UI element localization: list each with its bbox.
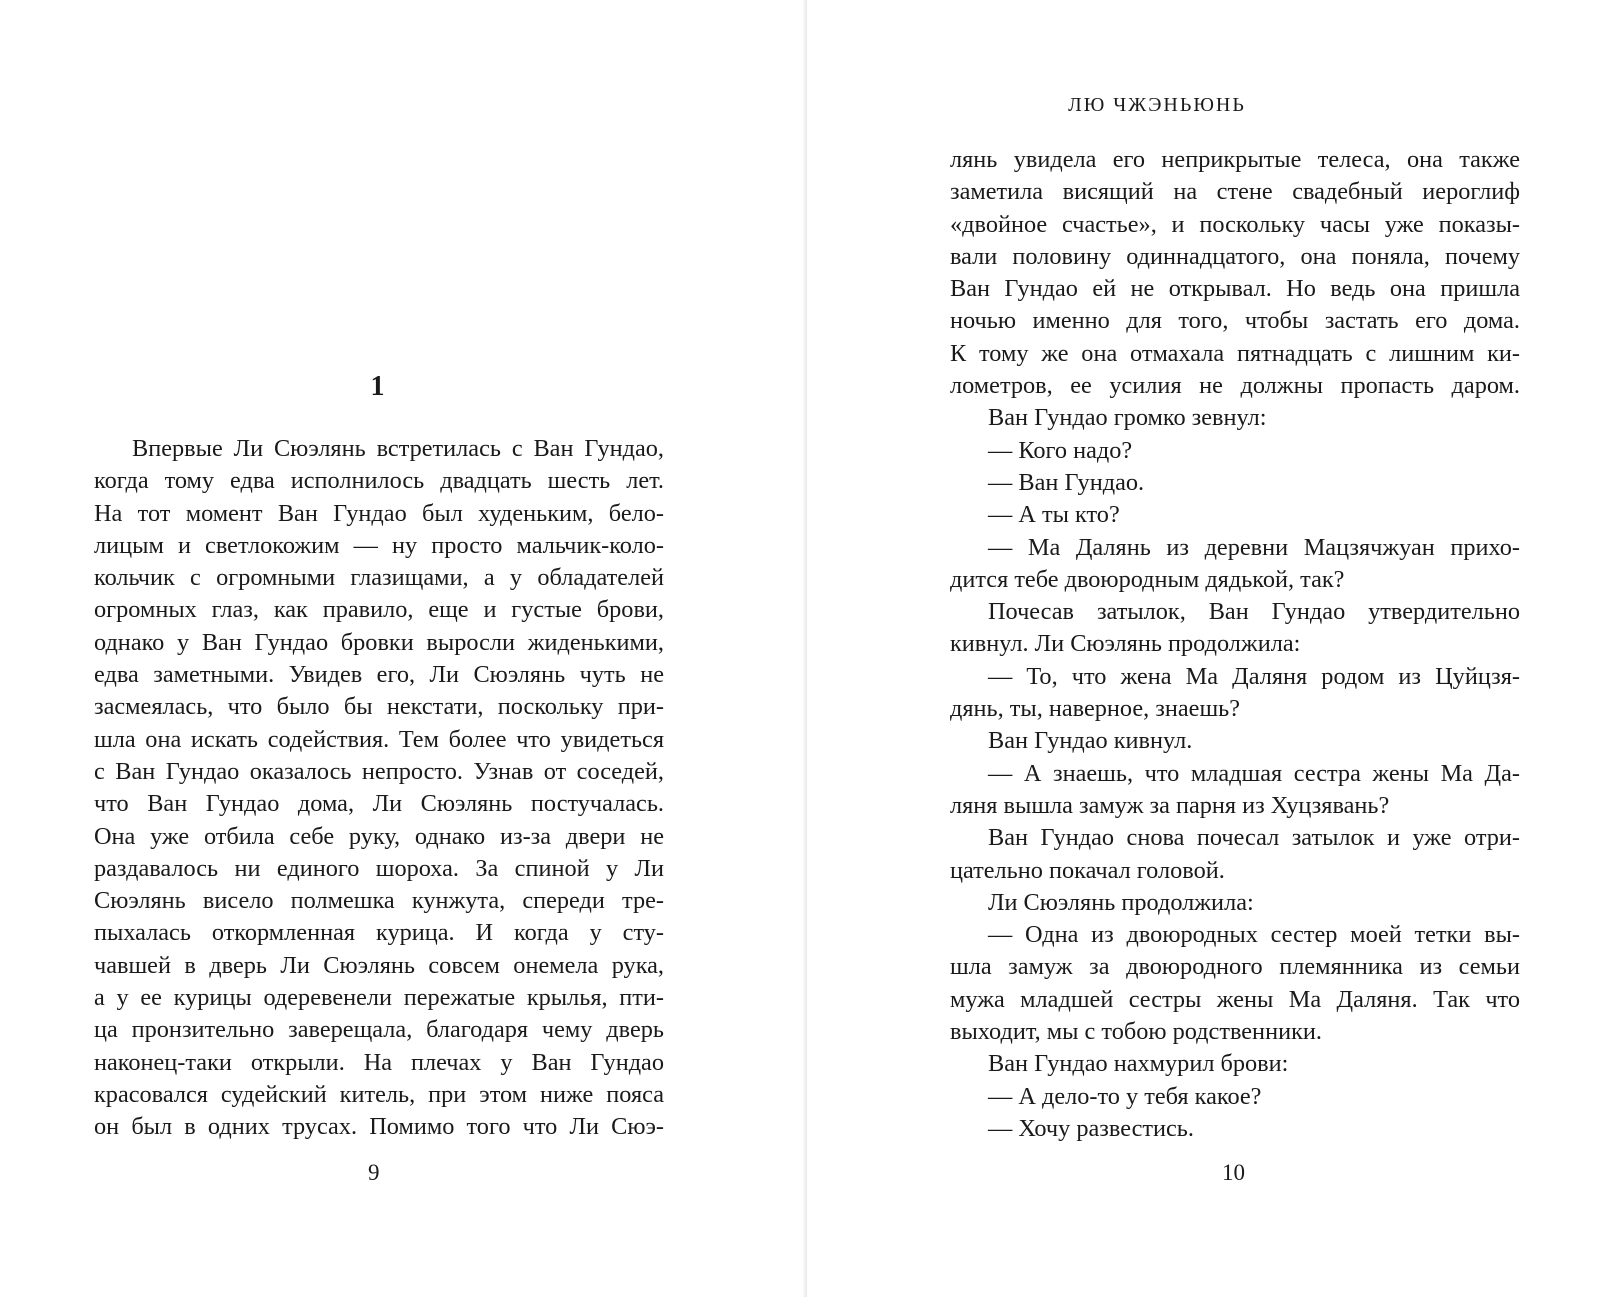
text-line: когда тому едва исполнилось двадцать шесть лет.	[94, 467, 664, 495]
text-line: Ли Сюэлянь продолжила:	[988, 888, 1254, 916]
text-line: мужа младшей сестры жены Ма Даляня. Так что	[950, 985, 1520, 1013]
text-line: Ван Гундао громко зевнул:	[988, 404, 1267, 432]
text-line: Сюэлянь висело полмешка кунжута, спереди тре-	[94, 887, 664, 915]
text-line: пыхалась откормленная курица. И когда у сту-	[94, 919, 664, 947]
text-line: он был в одних трусах. Помимо того что Ли Сюэ-	[94, 1113, 664, 1141]
text-line: — То, что жена Ма Даляня родом из Цуйцзя-	[988, 662, 1520, 690]
text-line: Ван Гундао нахмурил брови:	[988, 1050, 1289, 1078]
text-line: К тому же она отмахала пятнадцать с лишним ки-	[950, 339, 1520, 367]
text-line: — А дело-то у тебя какое?	[988, 1082, 1262, 1110]
text-line: Ван Гундао ей не открывал. Но ведь она пришла	[950, 275, 1520, 303]
text-line: ца пронзительно заверещала, благодаря чему дверь	[94, 1016, 664, 1044]
text-line: кольчик с огромными глазищами, а у обладателей	[94, 564, 664, 592]
page-number-left: 9	[368, 1160, 380, 1185]
right-page	[807, 0, 1615, 1297]
right-page-text	[950, 144, 1520, 1145]
text-line: красовался судейский китель, при этом ниже пояса	[94, 1080, 664, 1108]
text-line: — Одна из двоюродных сестер моей тетки вы-	[988, 921, 1520, 949]
left-page	[0, 0, 807, 1297]
running-head: ЛЮ ЧЖЭНЬЮНЬ	[1068, 94, 1246, 116]
text-line: — Ван Гундао.	[988, 468, 1145, 496]
text-line: На тот момент Ван Гундао был худеньким, бело-	[94, 499, 664, 527]
text-line: раздавалось ни единого шороха. За спиной у Ли	[94, 854, 664, 882]
chapter-number: 1	[370, 371, 385, 402]
text-line: Почесав затылок, Ван Гундао утвердительно	[988, 598, 1520, 626]
page-number-right: 10	[1222, 1160, 1245, 1185]
text-line: шла замуж за двоюродного племянника из семьи	[950, 953, 1520, 981]
text-line: Впервые Ли Сюэлянь встретилась с Ван Гундао,	[132, 435, 664, 462]
text-line: — А знаешь, что младшая сестра жены Ма Да-	[988, 759, 1520, 787]
text-line: — Хочу развестись.	[988, 1114, 1194, 1142]
text-line: ночью именно для того, чтобы застать его дома.	[950, 307, 1520, 335]
text-line: Ван Гундао снова почесал затылок и уже отри-	[988, 824, 1520, 852]
text-line: вали половину одиннадцатого, она поняла, почему	[950, 242, 1520, 270]
text-line: Она уже отбила себе руку, однако из-за двери не	[94, 822, 664, 850]
text-line: а у ее курицы одеревенели пережатые крылья, пти-	[94, 984, 664, 1012]
text-line: шла она искать содействия. Тем более что увидеться	[94, 725, 664, 753]
text-line: чавшей в дверь Ли Сюэлянь совсем онемела рука,	[94, 951, 664, 979]
text-line: выходит, мы с тобою родственники.	[950, 1018, 1322, 1046]
text-line: дянь, ты, наверное, знаешь?	[950, 695, 1241, 723]
left-page-text	[94, 433, 664, 1144]
text-line: цательно покачал головой.	[950, 856, 1225, 884]
text-line: однако у Ван Гундао бровки выросли жиденькими,	[94, 628, 664, 656]
text-line: лицым и светлокожим — ну просто мальчик-коло-	[94, 531, 664, 559]
text-line: с Ван Гундао оказалось непросто. Узнав от соседей,	[94, 757, 664, 785]
text-line: лянь увидела его неприкрытые телеса, она также	[950, 146, 1520, 173]
text-line: наконец-таки открыли. На плечах у Ван Гундао	[94, 1048, 664, 1076]
text-line: ляня вышла замуж за парня из Хуцзявань?	[950, 791, 1390, 819]
text-line: лометров, ее усилия не должны пропасть даром.	[950, 372, 1520, 400]
text-line: что Ван Гундао дома, Ли Сюэлянь постучалась.	[94, 790, 664, 818]
text-line: засмеялась, что было бы некстати, поскольку при-	[94, 693, 664, 721]
text-line: кивнул. Ли Сюэлянь продолжила:	[950, 630, 1301, 658]
text-line: — А ты кто?	[988, 501, 1120, 529]
text-line: заметила висящий на стене свадебный иероглиф	[950, 178, 1520, 206]
text-line: «двойное счастье», и поскольку часы уже показы-	[950, 210, 1520, 238]
text-line: Ван Гундао кивнул.	[988, 727, 1193, 755]
text-line: едва заметными. Увидев его, Ли Сюэлянь чуть не	[94, 661, 664, 689]
text-line: — Ма Далянь из деревни Мацзячжуан прихо-	[988, 533, 1520, 561]
text-line: дится тебе двоюродным дядькой, так?	[950, 565, 1345, 593]
text-line: огромных глаз, как правило, еще и густые брови,	[94, 596, 664, 624]
text-line: — Кого надо?	[988, 436, 1133, 464]
